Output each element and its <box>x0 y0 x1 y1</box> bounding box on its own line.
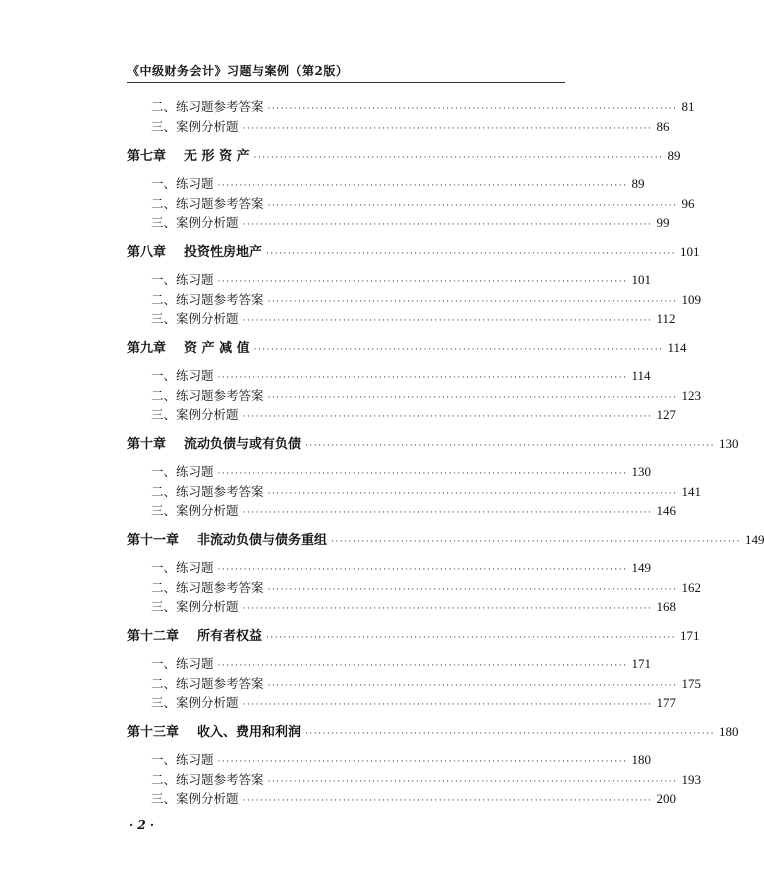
toc-entry-page: 109 <box>681 292 701 307</box>
toc-entry-label: 三、案例分析题 <box>151 407 239 422</box>
leader-dots: ······························································································ <box>331 537 741 547</box>
leader-dots: ······························································································ <box>267 104 678 114</box>
toc-entry-page: 177 <box>656 695 676 710</box>
toc-entry-label: 二、练习题参考答案 <box>151 99 264 114</box>
chapter-title: 无 形 资 产 <box>184 149 250 164</box>
toc-entry-page: 99 <box>656 215 670 230</box>
toc-entry-label: 二、练习题参考答案 <box>151 484 264 499</box>
leader-dots: ······························································································ <box>217 469 628 479</box>
leader-dots: ······························································································ <box>267 585 678 595</box>
toc-entry-label: 一、练习题 <box>151 752 214 767</box>
chapter-number: 第八章 <box>127 245 167 260</box>
toc-chapter-12[interactable] <box>127 627 700 645</box>
leader-dots: ······························································································ <box>242 316 653 326</box>
toc-entry[interactable] <box>151 195 695 213</box>
toc-entry-page: 175 <box>681 676 701 691</box>
leader-dots: ······························································································ <box>242 700 653 710</box>
toc-entry-label: 三、案例分析题 <box>151 119 239 134</box>
toc-entry-page: 101 <box>631 272 651 287</box>
leader-dots: ······························································································ <box>242 508 653 518</box>
toc-chapter-7[interactable] <box>127 147 681 165</box>
toc-entry[interactable] <box>151 655 651 673</box>
chapter-number: 第十章 <box>127 437 167 452</box>
leader-dots: ······························································································ <box>242 604 653 614</box>
chapter-number: 第九章 <box>127 341 167 356</box>
toc-entry-page: 112 <box>656 311 676 326</box>
toc-chapter-page: 101 <box>679 244 700 259</box>
toc-entry-page: 146 <box>656 503 676 518</box>
toc-entry[interactable] <box>151 751 651 769</box>
toc-entry-page: 171 <box>631 656 651 671</box>
toc-entry-label: 三、案例分析题 <box>151 695 239 710</box>
chapter-title: 投资性房地产 <box>184 245 263 260</box>
page-number: · 2 · <box>129 818 155 832</box>
toc-chapter-page: 180 <box>718 724 739 739</box>
toc-entry-page: 141 <box>681 484 701 499</box>
toc-entry-page: 86 <box>656 119 670 134</box>
leader-dots: ······························································································ <box>242 796 653 806</box>
chapter-number: 第十三章 <box>127 725 180 740</box>
toc-entry[interactable] <box>151 310 676 328</box>
toc-entry-label: 三、案例分析题 <box>151 791 239 806</box>
toc-entry-page: 130 <box>631 464 651 479</box>
toc-entry-label: 一、练习题 <box>151 272 214 287</box>
toc-entry[interactable] <box>151 175 645 193</box>
toc-chapter-11[interactable] <box>127 531 764 549</box>
toc-entry[interactable] <box>151 98 695 116</box>
toc-entry-page: 123 <box>681 388 701 403</box>
leader-dots: ······························································································ <box>217 373 628 383</box>
toc-entry-label: 三、案例分析题 <box>151 311 239 326</box>
toc-entry-page: 81 <box>681 99 695 114</box>
chapter-title: 资 产 减 值 <box>184 341 250 356</box>
toc-entry[interactable] <box>151 598 676 616</box>
chapter-title: 收入、费用和利润 <box>197 725 302 740</box>
toc-entry[interactable] <box>151 559 651 577</box>
toc-entry[interactable] <box>151 771 701 789</box>
toc-entry[interactable] <box>151 694 676 712</box>
leader-dots: ······························································································ <box>217 565 628 575</box>
toc-entry-label: 一、练习题 <box>151 368 214 383</box>
leader-dots: ······························································································ <box>267 777 678 787</box>
toc-entry-label: 一、练习题 <box>151 560 214 575</box>
leader-dots: ······························································································ <box>305 729 715 739</box>
leader-dots: ······························································································ <box>242 220 653 230</box>
toc-entry[interactable] <box>151 214 670 232</box>
chapter-number: 第七章 <box>127 149 167 164</box>
toc-entry[interactable] <box>151 579 701 597</box>
leader-dots: ······························································································ <box>242 124 653 134</box>
chapter-title: 非流动负债与债务重组 <box>197 533 328 548</box>
toc-entry[interactable] <box>151 463 651 481</box>
leader-dots: ······························································································ <box>253 153 664 163</box>
toc-entry-page: 162 <box>681 580 701 595</box>
toc-entry-page: 200 <box>656 791 676 806</box>
leader-dots: ······························································································ <box>266 633 676 643</box>
toc-entry-page: 114 <box>631 368 651 383</box>
toc-entry-label: 一、练习题 <box>151 656 214 671</box>
toc-entry-page: 127 <box>656 407 676 422</box>
toc-entry[interactable] <box>151 406 676 424</box>
toc-entry-page: 180 <box>631 752 651 767</box>
toc-entry[interactable] <box>151 367 651 385</box>
toc-entry-label: 一、练习题 <box>151 464 214 479</box>
toc-entry-page: 193 <box>681 772 701 787</box>
leader-dots: ······························································································ <box>217 181 628 191</box>
leader-dots: ······························································································ <box>267 393 678 403</box>
toc-entry-label: 二、练习题参考答案 <box>151 580 264 595</box>
toc-chapter-page: 114 <box>667 340 687 355</box>
toc-entry[interactable] <box>151 118 670 136</box>
toc-chapter-page: 149 <box>744 532 764 547</box>
toc-entry-label: 二、练习题参考答案 <box>151 196 264 211</box>
toc-chapter-page: 171 <box>679 628 700 643</box>
toc-entry-page: 149 <box>631 560 651 575</box>
toc-chapter-8[interactable] <box>127 243 700 261</box>
toc-chapter-9[interactable] <box>127 339 687 357</box>
running-header: 《中级财务会计》习题与案例（第2版） <box>127 64 349 78</box>
chapter-number: 第十一章 <box>127 533 180 548</box>
leader-dots: ······························································································ <box>217 757 628 767</box>
toc-chapter-13[interactable] <box>127 723 739 741</box>
toc-entry[interactable] <box>151 502 676 520</box>
leader-dots: ······························································································ <box>267 201 678 211</box>
toc-entry-page: 89 <box>631 176 645 191</box>
leader-dots: ······························································································ <box>253 345 664 355</box>
toc-entry-label: 一、练习题 <box>151 176 214 191</box>
toc-entry[interactable] <box>151 387 701 405</box>
toc-entry-label: 三、案例分析题 <box>151 599 239 614</box>
leader-dots: ······························································································ <box>217 661 628 671</box>
toc-chapter-page: 89 <box>667 148 681 163</box>
chapter-title: 流动负债与或有负债 <box>184 437 302 452</box>
toc-entry-label: 二、练习题参考答案 <box>151 772 264 787</box>
toc-entry-label: 二、练习题参考答案 <box>151 292 264 307</box>
toc-chapter-page: 130 <box>718 436 739 451</box>
leader-dots: ······························································································ <box>267 489 678 499</box>
toc-entry[interactable] <box>151 271 651 289</box>
toc-entry-page: 96 <box>681 196 695 211</box>
leader-dots: ······························································································ <box>242 412 653 422</box>
leader-dots: ······························································································ <box>267 681 678 691</box>
toc-entry[interactable] <box>151 790 676 808</box>
toc-entry-label: 二、练习题参考答案 <box>151 388 264 403</box>
leader-dots: ······························································································ <box>217 277 628 287</box>
toc-entry-page: 168 <box>656 599 676 614</box>
leader-dots: ······························································································ <box>267 297 678 307</box>
toc-entry-label: 二、练习题参考答案 <box>151 676 264 691</box>
toc-entry-label: 三、案例分析题 <box>151 215 239 230</box>
toc-entry[interactable] <box>151 675 701 693</box>
toc-entry[interactable] <box>151 483 701 501</box>
leader-dots: ······························································································ <box>266 249 676 259</box>
toc-entry-label: 三、案例分析题 <box>151 503 239 518</box>
chapter-number: 第十二章 <box>127 629 180 644</box>
leader-dots: ······························································································ <box>305 441 715 451</box>
toc-chapter-10[interactable] <box>127 435 739 453</box>
chapter-title: 所有者权益 <box>197 629 263 644</box>
toc-entry[interactable] <box>151 291 701 309</box>
